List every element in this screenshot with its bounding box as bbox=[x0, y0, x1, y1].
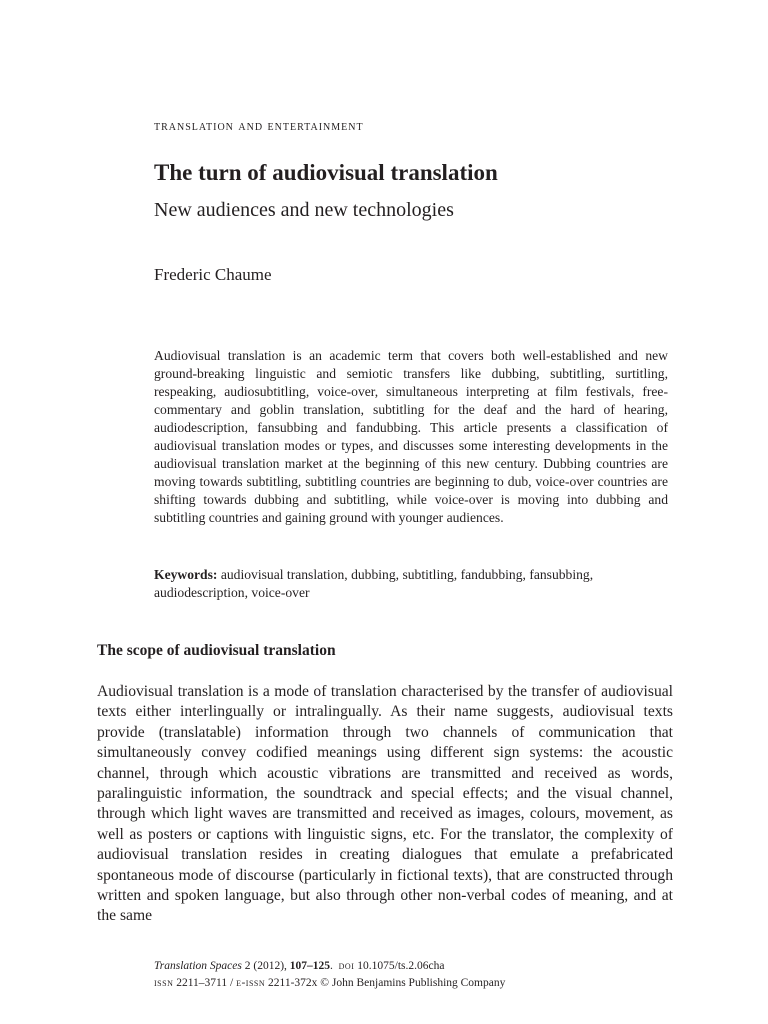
volume-year: 2 (2012), bbox=[241, 960, 290, 972]
keywords-label: Keywords: bbox=[154, 567, 218, 582]
citation-line: Translation Spaces 2 (2012), 107–125. doi 10.1075/ts.2.06cha bbox=[154, 960, 445, 972]
eissn-label: e-issn bbox=[236, 977, 266, 989]
issn-value: 2211–3711 / bbox=[173, 977, 237, 989]
page-range: 107–125 bbox=[289, 960, 331, 972]
issn-line bbox=[154, 975, 714, 992]
section-heading: The scope of audiovisual translation bbox=[97, 642, 336, 659]
author-name: Frederic Chaume bbox=[154, 265, 272, 284]
doi-label: doi bbox=[338, 960, 355, 972]
article-subtitle: New audiences and new technologies bbox=[154, 199, 454, 221]
citation-footer bbox=[154, 958, 714, 992]
keywords-list: audiovisual translation, dubbing, subtitling, fandubbing, fansubbing, audiodescription, voice-over bbox=[154, 567, 594, 600]
issn-label: issn bbox=[154, 977, 174, 989]
article-title: The turn of audiovisual translation bbox=[154, 160, 498, 185]
keywords bbox=[154, 566, 668, 602]
journal-name: Translation Spaces bbox=[154, 960, 242, 972]
eissn-value: 2211-372x © John Benjamins Publishing Company bbox=[265, 977, 506, 989]
abstract: Audiovisual translation is an academic term that covers both well-established and new ground-breaking linguistic and semiotic transfers like dubbing, subtitling, surtitling, respeaking, audiosubtitling, voice-over, simultaneous interpreting at film festivals, free-commentary and goblin translation, subtitling for the deaf and the hard of hearing, audiodescription, fansubbing and fandubbing. This article presents a classification of audiovisual translation modes or types, and discusses some interesting developments in the audiovisual translation market at the beginning of this new century. Dubbing countries are moving towards subtitling, subtitling countries are beginning to dub, voice-over countries are shifting towards dubbing and subtitling, while voice-over is moving into dubbing and subtitling countries and gaining ground with younger audiences. bbox=[154, 348, 668, 525]
doi-value: 10.1075/ts.2.06cha bbox=[354, 960, 445, 972]
section-label: translation and entertainment bbox=[154, 119, 364, 134]
body-paragraph: Audiovisual translation is a mode of translation characterised by the transfer of audiovisual texts either interlingually or intralingually. As their name suggests, audiovisual texts provide (translatable) information through two channels of communication that simultaneously convey codified meanings using different sign systems: the acoustic channel, through which acoustic vibrations are transmitted and received as words, paralinguistic information, the soundtrack and special effects; and the visual channel, through which light waves are transmitted and received as images, colours, movement, as well as posters or captions with linguistic signs, etc. For the translator, the complexity of audiovisual translation resides in creating dialogues that emulate a prefabricated spontaneous mode of discourse (particularly in fictional texts), that are constructed through written and spoken language, but also through other non-verbal codes of meaning, and at the same bbox=[97, 683, 673, 925]
